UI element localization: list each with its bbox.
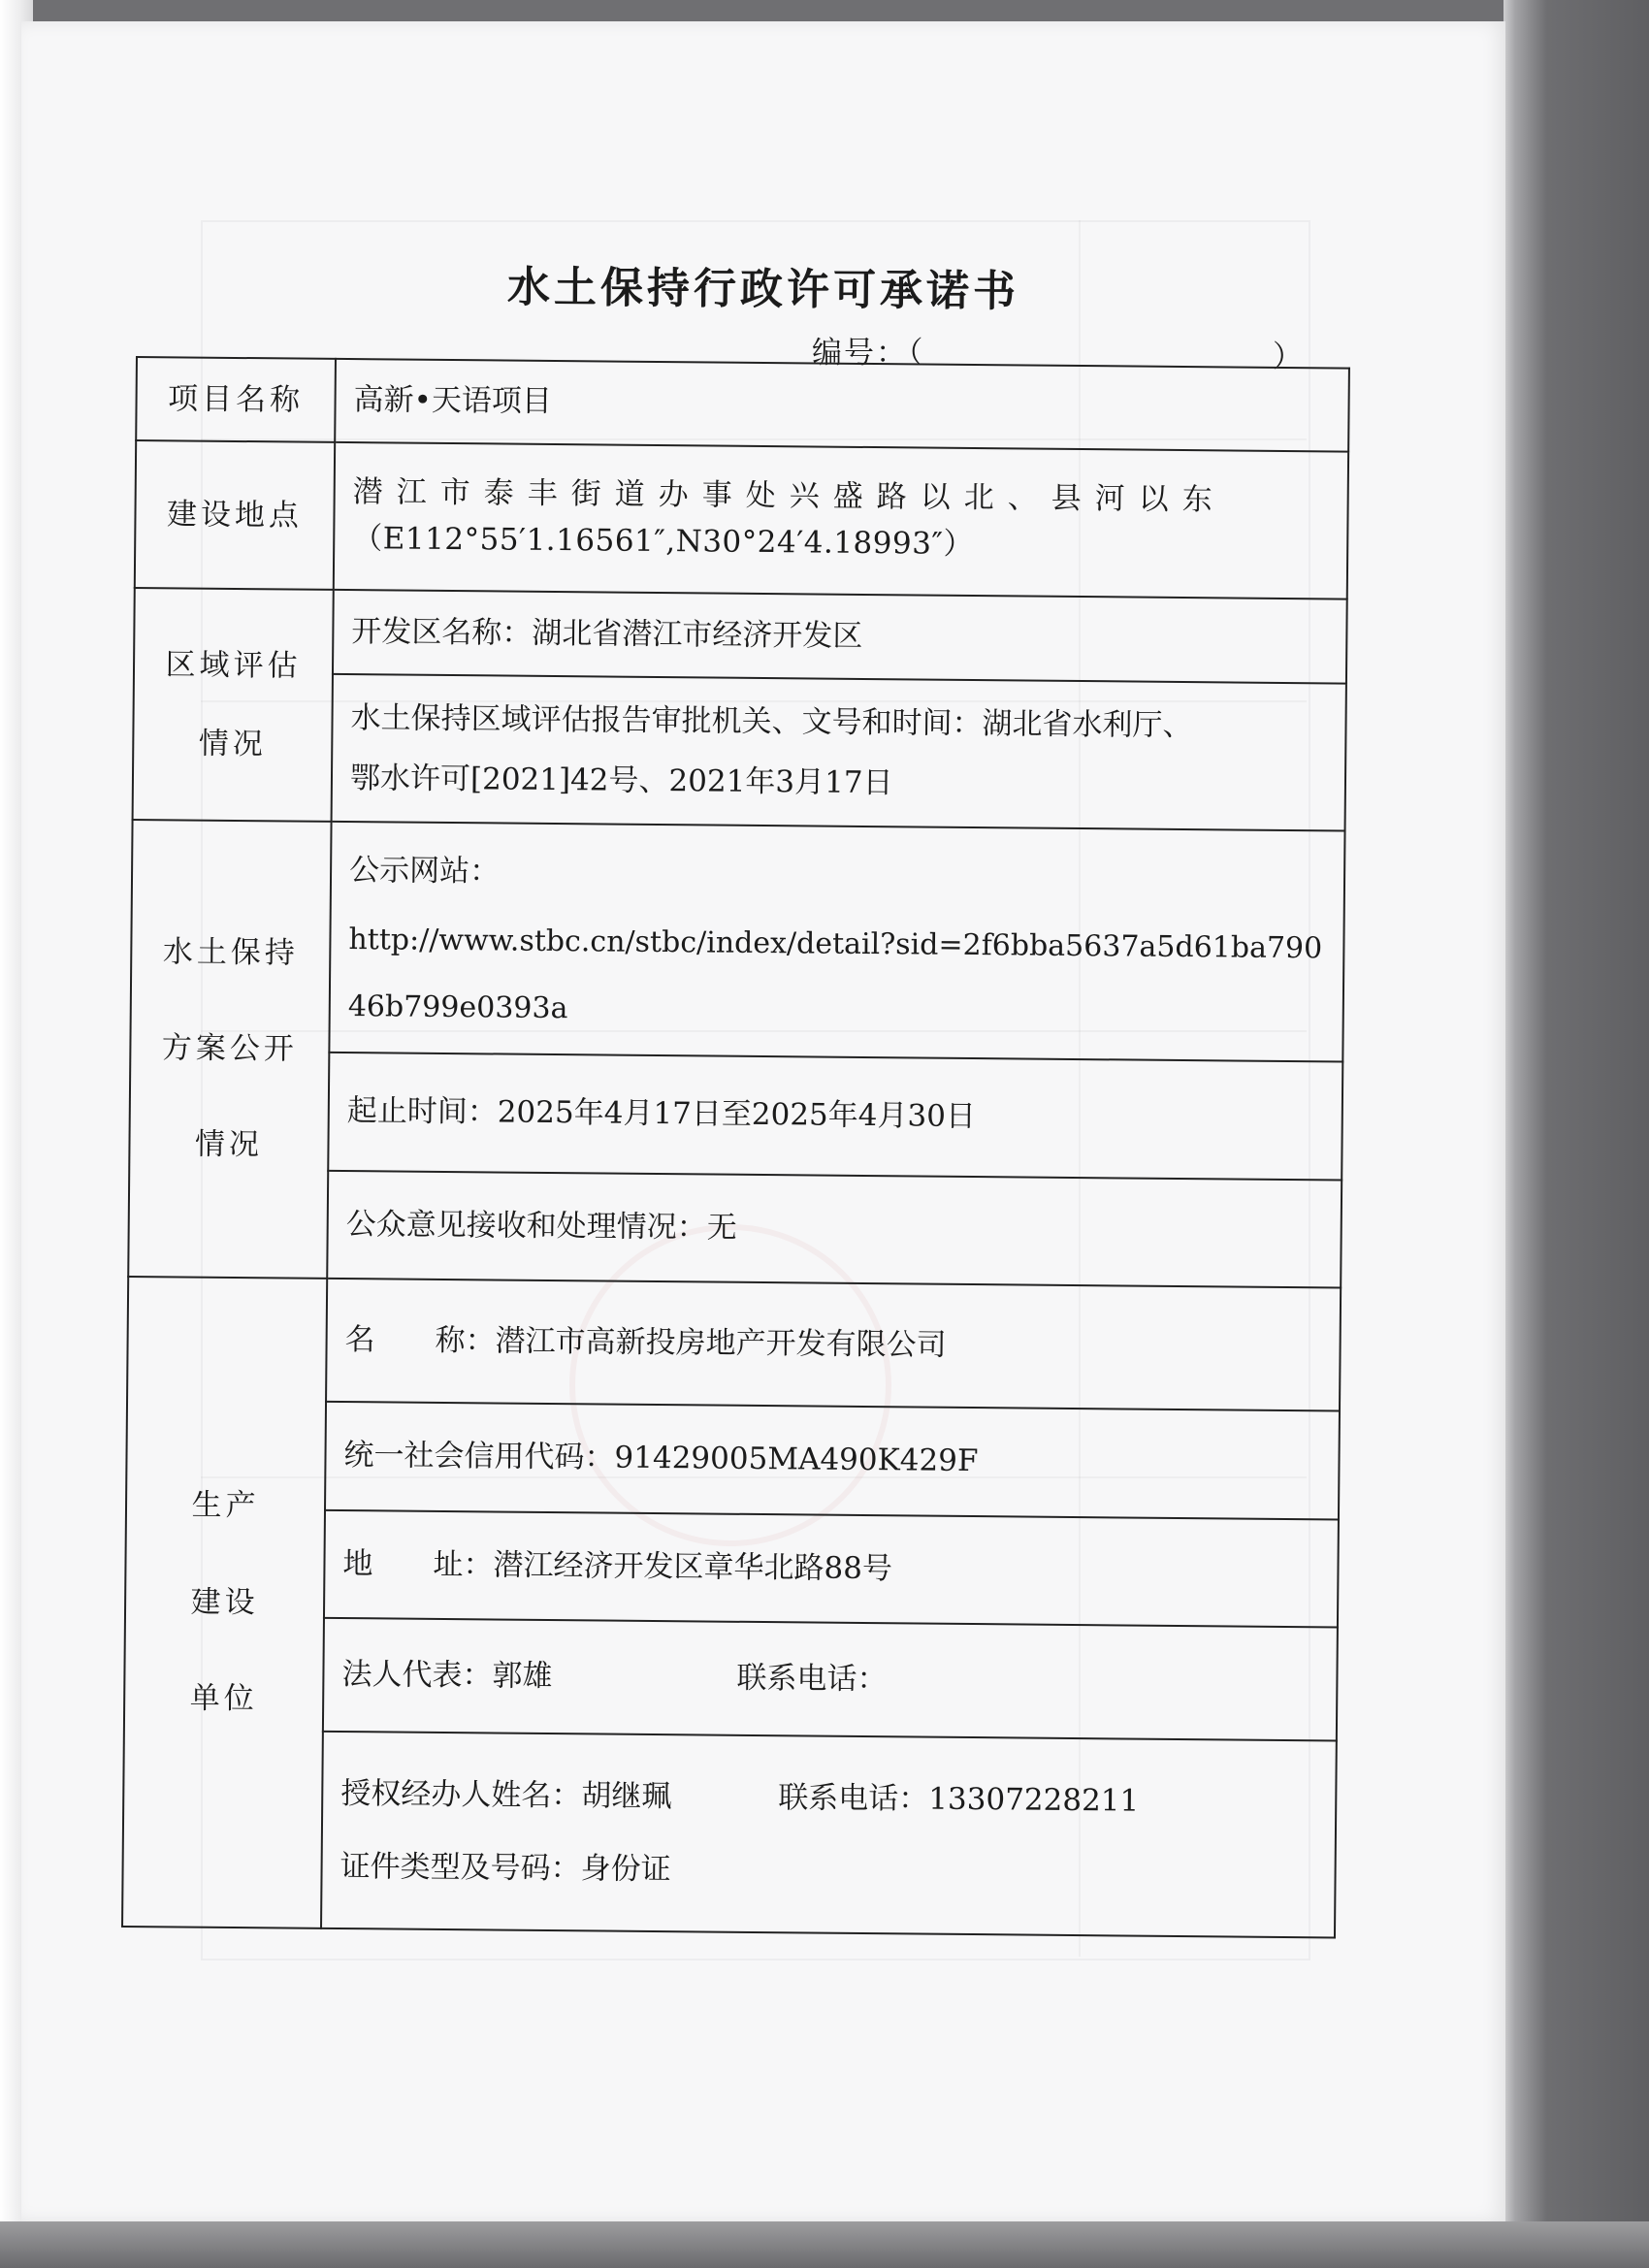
- paper-sheet: [21, 21, 1505, 2221]
- approval-value: [332, 673, 1346, 830]
- agent-name-value: 授权经办人姓名：胡继珮: [340, 1776, 672, 1815]
- row-unit-name: [127, 1277, 1341, 1410]
- location-address: 潜江市泰丰街道办事处兴盛路以北、县河以东: [352, 474, 1226, 518]
- spacer: [671, 1806, 778, 1807]
- unit-name-value: 名 称：潜江市高新投房地产开发有限公司: [326, 1279, 1341, 1410]
- row-project-name: [136, 357, 1349, 452]
- plan-disclosure-label: [128, 820, 331, 1280]
- region-assessment-label-line2: 情况: [198, 726, 267, 761]
- website-url: http://www.stbc.cn/stbc/index/detail?sid=2f6bba5637a5d61ba79046b799e0393a: [347, 923, 1323, 1026]
- document-number-close: ）: [1273, 340, 1303, 374]
- unit-address-value: 地 址：潜江经济开发区章华北路88号: [324, 1510, 1339, 1628]
- agent-cell: [321, 1732, 1337, 1938]
- period-value: 起止时间：2025年4月17日至2025年4月30日: [328, 1053, 1342, 1180]
- plan-disclosure-label-line1: 水土保持: [162, 934, 299, 971]
- project-name-value: 高新•天语项目: [335, 359, 1349, 452]
- location-coordinates: （E112°55′1.16561″,N30°24′4.18993″）: [352, 521, 975, 563]
- construction-unit-label: [122, 1277, 327, 1928]
- agent-phone-value: 联系电话：13307228211: [778, 1780, 1140, 1819]
- scanner-edge-right: [1504, 0, 1649, 2268]
- document-number-label: 编号：（: [812, 336, 925, 371]
- plan-disclosure-label-line3: 情况: [194, 1126, 264, 1163]
- construction-unit-label-line2: 建设: [190, 1584, 259, 1620]
- project-name-label: 项目名称: [136, 357, 336, 442]
- construction-unit-label-line3: 单位: [189, 1680, 258, 1717]
- credit-code-value: 统一社会信用代码：91429005MA490K429F: [325, 1402, 1340, 1519]
- commitment-form: [121, 356, 1348, 1938]
- form-table: [121, 356, 1350, 1939]
- zone-name-value: 开发区名称：湖北省潜江市经济开发区: [333, 590, 1347, 683]
- legal-phone-label: 联系电话：: [736, 1660, 888, 1698]
- document-title: 水土保持行政许可承诺书: [506, 262, 1020, 317]
- region-assessment-label: [133, 588, 334, 821]
- legal-rep-value: 法人代表：郭雄: [341, 1656, 553, 1694]
- location-value: [334, 442, 1348, 599]
- row-region-zone: [134, 588, 1347, 683]
- website-cell: [329, 822, 1344, 1062]
- website-label: 公示网站：: [348, 852, 501, 890]
- scanner-edge-bottom: [0, 2221, 1649, 2268]
- public-feedback-value: 公众意见接收和处理情况：无: [327, 1171, 1342, 1288]
- agent-line: [340, 1758, 1318, 1839]
- approval-line1: 水土保持区域评估报告审批机关、文号和时间：湖北省水利厅、: [350, 699, 1193, 743]
- row-location: [135, 440, 1348, 599]
- spacer: [552, 1686, 736, 1688]
- approval-line2: 鄂水许可[2021]42号、2021年3月17日: [349, 760, 893, 800]
- location-label: 建设地点: [135, 440, 335, 590]
- plan-disclosure-label-line2: 方案公开: [161, 1030, 299, 1067]
- row-plan-website: [130, 820, 1344, 1062]
- id-type-value: 证件类型及号码：身份证: [340, 1848, 671, 1887]
- construction-unit-label-line1: 生产: [191, 1488, 260, 1524]
- region-assessment-label-line1: 区域评估: [165, 647, 302, 684]
- legal-rep-cell: [323, 1618, 1338, 1740]
